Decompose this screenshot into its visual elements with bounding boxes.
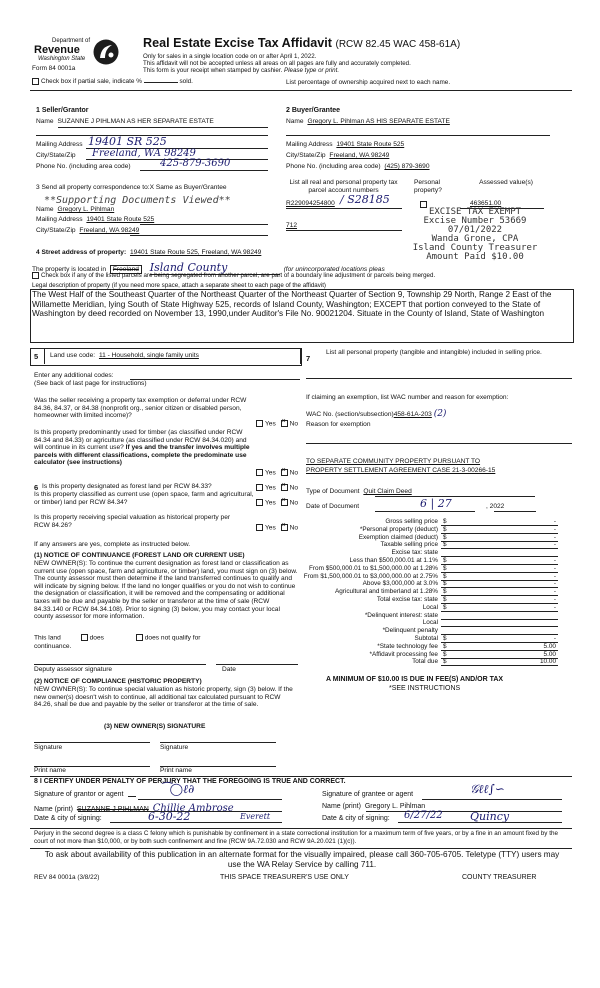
grantee-date-label: Date & city of signing: bbox=[322, 815, 390, 822]
tax-row-line bbox=[441, 603, 558, 604]
new-owner-print-2: Print name bbox=[160, 767, 192, 774]
no-label: No bbox=[289, 484, 299, 492]
dept-line3: Washington State bbox=[38, 56, 86, 62]
tax-row-line bbox=[441, 587, 558, 588]
tax-row-line bbox=[441, 634, 558, 635]
stamp-line-1: EXCISE TAX EXEMPT bbox=[428, 207, 522, 217]
wa-logo-icon bbox=[92, 38, 120, 66]
tax-row-value: 5.00 bbox=[543, 650, 556, 658]
q-timber-no[interactable] bbox=[281, 469, 288, 476]
treasurer-stamp bbox=[400, 208, 550, 262]
buyer-phone-row bbox=[286, 163, 430, 170]
tax-row-line bbox=[441, 665, 558, 666]
tax-row-label: Subtotal bbox=[414, 635, 438, 642]
tax-row-value: - bbox=[553, 518, 556, 525]
dept-line1: Department of bbox=[52, 38, 91, 44]
grantee-name-value: Gregory L. Pihlman bbox=[364, 803, 426, 810]
q-historic-answers bbox=[256, 524, 298, 531]
doc-date-hand: 6 | 27 bbox=[420, 497, 452, 510]
grantee-name-label: Name (print) bbox=[322, 803, 361, 810]
parcel-1-value: R229094254800 bbox=[286, 200, 335, 207]
q-timber-answers bbox=[256, 469, 298, 476]
tax-row-currency: $ bbox=[443, 580, 447, 588]
yes-label: Yes bbox=[265, 420, 276, 428]
tax-row-value: - bbox=[553, 596, 556, 603]
buyer-name-value: Gregory L. Pihlman AS HIS SEPARATE ESTATE bbox=[307, 118, 450, 125]
tax-row-value: - bbox=[553, 525, 556, 533]
tax-row-label: Less than $500,000.01 at 1.1% bbox=[349, 557, 438, 564]
personal-property-list-label: List all personal property (tangible and intangible) included in selling price. bbox=[326, 349, 542, 356]
grantor-signature-label: Signature of grantor or agent bbox=[34, 791, 124, 798]
new-owner-signature-2: Signature bbox=[160, 744, 189, 751]
parcels-label: List all real and personal property tax parcel account numbers bbox=[289, 179, 398, 194]
new-owner-print-1: Print name bbox=[34, 767, 66, 774]
subtitle-3-em: Please type or print. bbox=[284, 67, 340, 74]
tax-row-line bbox=[441, 525, 558, 526]
corr-city-label: City/State/Zip bbox=[36, 227, 76, 234]
no-label: No bbox=[289, 524, 299, 532]
wac-label: WAC No. (section/subsection) bbox=[306, 411, 394, 418]
tax-row-currency: $ bbox=[443, 635, 447, 642]
tax-row-line bbox=[441, 556, 558, 557]
buyer-phone-label: Phone No. (including area code) bbox=[286, 163, 381, 170]
segregated-row bbox=[32, 272, 435, 279]
notice2-title: (2) NOTICE OF COMPLIANCE (HISTORIC PROPERTY) bbox=[34, 678, 202, 685]
seller-mailing-label: Mailing Address bbox=[36, 141, 83, 148]
located-struck: Freeland bbox=[110, 265, 142, 274]
section7-number: 7 bbox=[306, 354, 311, 363]
street-value: 19401 State Route 525, Freeland, WA 98249 bbox=[129, 249, 262, 256]
street-label: 4 Street address of property: bbox=[36, 249, 127, 256]
subtitle-2: This affidavit will not be accepted unless all areas on all pages are fully and accurately completed. bbox=[143, 60, 411, 67]
tax-row-line bbox=[441, 650, 558, 651]
notice3-title: (3) NEW OWNER(S) SIGNATURE bbox=[104, 723, 206, 730]
new-owner-signature-1: Signature bbox=[34, 744, 63, 751]
grantee-date-hand: 6/27/22 bbox=[404, 810, 443, 821]
personal-property-label: Personal property? bbox=[414, 179, 442, 194]
tax-row-currency: $ bbox=[443, 650, 447, 658]
minimum-due-note: A MINIMUM OF $10.00 IS DUE IN FEE(S) AND/OR TAX bbox=[326, 676, 504, 683]
seller-name-value: SUZANNE J PIHLMAN AS HER SEPARATE ESTATE bbox=[57, 118, 214, 125]
q-exemption-yes[interactable] bbox=[256, 420, 263, 427]
tax-row-label: *State technology fee bbox=[377, 642, 438, 650]
correspondence-heading: 3 Send all property correspondence to:X Same as Buyer/Grantee bbox=[36, 184, 227, 191]
located-label: The property is located in bbox=[32, 266, 107, 273]
partial-sale-checkbox[interactable] bbox=[32, 78, 39, 85]
seller-phone-label: Phone No. (including area code) bbox=[36, 163, 131, 170]
tax-row-value: - bbox=[553, 572, 556, 580]
grantee-name-row bbox=[322, 803, 425, 810]
wac-value: 458-61A-203 bbox=[393, 411, 432, 418]
tax-row-currency: $ bbox=[443, 596, 447, 603]
tax-row-value: - bbox=[553, 580, 556, 588]
yes-label: Yes bbox=[265, 469, 276, 477]
parcel-2-value: 712 bbox=[286, 222, 298, 229]
tax-row-value: - bbox=[553, 564, 556, 572]
q-forest-no[interactable] bbox=[281, 484, 288, 491]
tax-row-label: *Delinquent penalty bbox=[382, 627, 438, 635]
tax-row-label: Taxable selling price bbox=[380, 541, 438, 549]
grantor-name-hand: Chillie Ambrose bbox=[152, 803, 234, 814]
buyer-city-row bbox=[286, 152, 389, 159]
grantor-city-hand: Everett bbox=[240, 812, 271, 821]
corr-name-label: Name bbox=[36, 206, 54, 213]
no-label: No bbox=[289, 420, 299, 428]
tax-row-currency: $ bbox=[443, 533, 447, 541]
partial-sale-label: Check box if partial sale, indicate % bbox=[41, 78, 142, 86]
q-exemption-no[interactable] bbox=[281, 420, 288, 427]
tax-row-line bbox=[441, 533, 558, 534]
corr-city-value: Freeland, WA 98249 bbox=[79, 227, 140, 234]
reason-label: Reason for exemption bbox=[306, 421, 371, 428]
dept-line2: Revenue bbox=[34, 44, 80, 56]
stamp-line-5: Island County Treasurer bbox=[412, 243, 538, 253]
subtitle-3 bbox=[143, 67, 339, 74]
doc-date-label: Date of Document bbox=[306, 503, 360, 510]
doc-type-row bbox=[306, 488, 412, 495]
notice2-body: NEW OWNER(S): To continue special valuation as historic property, sign (3) below. If the new owner(s) doesn't wish to continue, all additional tax calculated pursuant to RCW 84.26, shall be due and payable by the seller or transferor at the time of sale. bbox=[34, 686, 293, 709]
q-forest: Is this property designated as forest land per RCW 84.33? bbox=[42, 483, 212, 490]
exemption-label: If claiming an exemption, list WAC number and reason for exemption: bbox=[306, 394, 509, 401]
grantor-name-label: Name (print) bbox=[34, 806, 73, 813]
tax-row-currency: $ bbox=[443, 588, 447, 596]
buyer-city-value: Freeland, WA 98249 bbox=[329, 152, 390, 159]
rev-number: REV 84 0001a (3/8/22) bbox=[34, 874, 100, 881]
legal-label: Legal description of property (if you need more space, attach a separate sheet to each page of the affidavit) bbox=[32, 282, 326, 289]
q-current-use-no[interactable] bbox=[281, 499, 288, 506]
tax-row-label: Total due bbox=[412, 658, 438, 666]
tax-row-value: - bbox=[553, 541, 556, 549]
tax-row-label: Total excise tax: state bbox=[376, 596, 438, 603]
tax-row-line bbox=[441, 619, 558, 620]
deputy-date-label: Date bbox=[222, 666, 236, 673]
buyer-phone-value: (425) 879-3690 bbox=[384, 163, 430, 170]
reason-line-2: PROPERTY SETTLEMENT AGREEMENT CASE 21-3-00266-15 bbox=[306, 467, 496, 474]
corr-name-value: Gregory L. Pihlman bbox=[57, 206, 115, 213]
grantor-name-row bbox=[34, 803, 234, 814]
notice1-title: (1) NOTICE OF CONTINUANCE (FOREST LAND OR CURRENT USE) bbox=[34, 552, 245, 559]
alt-format-note: To ask about availability of this publication in an alternate format for the visually impaired, please call 360-705-6705. Teletype (TTY) users may use the WA Relay Service by calling 711. bbox=[44, 850, 560, 869]
no-label: No bbox=[289, 499, 299, 507]
grantee-signature-label: Signature of grantee or agent bbox=[322, 791, 414, 798]
seller-phone-value: 425-879-3690 bbox=[160, 158, 231, 169]
tax-row-line bbox=[441, 580, 558, 581]
tax-row-currency: $ bbox=[443, 642, 447, 650]
does-not-checkbox[interactable] bbox=[136, 634, 143, 641]
see-instructions: *SEE INSTRUCTIONS bbox=[389, 685, 461, 692]
subtitle-3-text: This form is your receipt when stamped by cashier. bbox=[143, 67, 283, 74]
segregated-label: Check box if any of the listed parcels are being segregated from another parcel, are part of a boundary line adjustment or parcels being merged. bbox=[41, 272, 436, 280]
tax-row-value: - bbox=[553, 603, 556, 611]
buyer-heading: 2 Buyer/Grantee bbox=[286, 107, 341, 114]
corr-city-row bbox=[36, 227, 139, 234]
buyer-name-label: Name bbox=[286, 118, 304, 125]
tax-row-currency: $ bbox=[443, 518, 447, 525]
county-treasurer-label: COUNTY TREASURER bbox=[462, 874, 537, 881]
tax-row-label: Exemption claimed (deduct) bbox=[358, 533, 438, 541]
q-historic-yes[interactable] bbox=[256, 524, 263, 531]
tax-row-label: Local bbox=[422, 619, 438, 627]
seller-city-label: City/State/Zip bbox=[36, 152, 76, 159]
does-checkbox[interactable] bbox=[81, 634, 88, 641]
this-land-label: This land bbox=[34, 634, 61, 642]
continuance-label: continuance. bbox=[34, 643, 72, 650]
grantee-city-hand: Quincy bbox=[470, 810, 510, 823]
tax-row-label: Local bbox=[422, 603, 438, 611]
seller-mailing-value: 19401 SR 525 bbox=[88, 135, 167, 148]
buyer-mailing-row bbox=[286, 141, 404, 148]
tax-row-value: 5.00 bbox=[543, 642, 556, 650]
q-forest-yes[interactable] bbox=[256, 484, 263, 491]
yes-label: Yes bbox=[265, 524, 276, 532]
q-exemption: Was the seller receiving a property tax exemption or deferral under RCW 84.36, 84.37, or 84.38 (nonprofit org., senior citizen or disabled person, homeowner with limited income)? bbox=[34, 397, 247, 420]
tax-row-line bbox=[441, 642, 558, 643]
land-use-row bbox=[50, 352, 199, 359]
additional-codes-label: Enter any additional codes: bbox=[34, 372, 114, 379]
does-label: does bbox=[89, 634, 104, 642]
tax-row-label: Agricultural and timberland at 1.28% bbox=[334, 588, 438, 596]
q-historic: Is this property receiving special valuation as historical property per RCW 84.26? bbox=[34, 514, 231, 529]
corr-mailing-label: Mailing Address bbox=[36, 216, 83, 223]
tax-row-label: Excise tax: state bbox=[391, 549, 438, 557]
stamp-line-3: 07/01/2022 bbox=[447, 225, 503, 235]
grantor-date-hand: 6-30-22 bbox=[148, 810, 191, 823]
corr-mailing-row bbox=[36, 216, 154, 223]
tax-row-value: - bbox=[553, 635, 556, 642]
assessed-value-label: Assessed value(s) bbox=[479, 179, 533, 186]
corr-name-row bbox=[36, 206, 114, 213]
tax-row-line bbox=[441, 564, 558, 565]
tax-row-line bbox=[441, 572, 558, 573]
perjury-note: Perjury in the second degree is a class C felony which is punishable by confinement in a state correctional institution for a maximum term of five years, or by a fine in an amount fixed by the court of not more than $10,000, or by both such confinement and fine (RCW 9A.72.030 and RCW 9A.20.021 (1)(c)). bbox=[34, 830, 558, 845]
q-historic-no[interactable] bbox=[281, 524, 288, 531]
doc-type-value: Quit Claim Deed bbox=[363, 488, 412, 495]
corr-mailing-value: 19401 State Route 525 bbox=[86, 216, 155, 223]
tax-row-label: *Affidavit processing fee bbox=[369, 650, 438, 658]
grantor-signature-mark: ⁀◯ℓ∂ bbox=[160, 782, 195, 796]
doc-type-label: Type of Document bbox=[306, 488, 360, 495]
continuance-row bbox=[34, 634, 200, 641]
stamp-line-2: Excise Number 53669 bbox=[423, 216, 527, 226]
located-hand: Island County bbox=[150, 261, 280, 275]
yes-label: Yes bbox=[265, 484, 276, 492]
tax-row-line bbox=[441, 548, 558, 549]
doc-year: , 2022 bbox=[486, 503, 505, 510]
buyer-mailing-value: 19401 State Route 525 bbox=[336, 141, 405, 148]
q-timber bbox=[34, 429, 254, 467]
tax-row-currency: $ bbox=[443, 603, 447, 611]
tax-row-currency: $ bbox=[443, 557, 447, 564]
tax-row-label: *Personal property (deduct) bbox=[359, 525, 438, 533]
tax-row-currency: $ bbox=[443, 541, 447, 549]
tax-row-currency: $ bbox=[443, 658, 447, 666]
stamp-line-4: Wanda Grone, CPA bbox=[431, 234, 519, 244]
unincorp-note: (for unincorporated locations pleas bbox=[283, 266, 385, 273]
assessed-1-value: 463651.00 bbox=[470, 200, 502, 207]
ownership-note: List percentage of ownership acquired next to each name. bbox=[286, 79, 451, 86]
title-ref: (RCW 82.45 WAC 458-61A) bbox=[335, 39, 461, 50]
seller-name-row bbox=[36, 118, 214, 125]
tax-row-currency: $ bbox=[443, 564, 447, 572]
q-current-use-answers bbox=[256, 499, 298, 506]
tax-row-value: - bbox=[553, 557, 556, 564]
tax-row-value: - bbox=[553, 533, 556, 541]
tax-row-label: Gross selling price bbox=[385, 518, 438, 525]
q-exemption-answers bbox=[256, 420, 298, 427]
title-text: Real Estate Excise Tax Affidavit bbox=[143, 36, 332, 50]
street-row bbox=[36, 249, 261, 256]
tax-row-currency: $ bbox=[443, 572, 447, 580]
tax-row-line bbox=[441, 611, 558, 612]
subtitle-1: Only for sales in a single location code on or after April 1, 2022. bbox=[143, 53, 317, 60]
tax-row-line bbox=[441, 626, 558, 627]
treasurer-use-label: THIS SPACE TREASURER'S USE ONLY bbox=[220, 874, 349, 881]
grantor-name-struck: SUZANNE J PIHLMAN bbox=[76, 806, 149, 813]
q-timber-yes[interactable] bbox=[256, 469, 263, 476]
buyer-city-label: City/State/Zip bbox=[286, 152, 326, 159]
seller-name-label: Name bbox=[36, 118, 54, 125]
grantor-date-label: Date & city of signing: bbox=[34, 815, 102, 822]
land-use-value: 11 - Household, single family units bbox=[98, 352, 199, 359]
does-not-label: does not qualify for bbox=[144, 634, 201, 642]
tax-row-value: 10.00 bbox=[540, 658, 556, 666]
certify-heading: 8 I CERTIFY UNDER PENALTY OF PERJURY THAT THE FOREGOING IS TRUE AND CORRECT. bbox=[34, 778, 346, 785]
q-current-use-yes[interactable] bbox=[256, 499, 263, 506]
q-timber-bold: If yes and the transfer involves multiple parcels with different classifications, complete the predominate use calculator (see instructions) bbox=[34, 444, 250, 467]
if-yes-note: If any answers are yes, complete as instructed below. bbox=[34, 541, 191, 548]
sold-label: sold. bbox=[179, 78, 193, 86]
form-title bbox=[143, 36, 460, 50]
legal-description: The West Half of the Southeast Quarter of the Northeast Quarter of the Northeast Quarter of Section 9, Township 29 North, Range 2 East of the Willamette Meridian, lying South of State Highway 525, records of Island County, Washington; EXCEPT that portion conveyed to the State of Washington by deed recorded on November 13, 1990,under Auditor's File No. 90021204. Situate in the County of Island, State of Washington bbox=[32, 290, 552, 319]
tax-row-line bbox=[441, 595, 558, 596]
parcel-1-hand: / S28185 bbox=[340, 193, 390, 206]
tax-row-value: - bbox=[553, 588, 556, 596]
partial-sale-row bbox=[32, 78, 193, 85]
deputy-signature-label: Deputy assessor signature bbox=[34, 666, 113, 673]
yes-label: Yes bbox=[265, 499, 276, 507]
notice1-body: NEW OWNER(S): To continue the current designation as forest land or classification as current use (open space, farm and agriculture, or timber) land, you must sign on (3) below. The county assessor must then determine if the land transferred continues to qualify and will indicate by signing below. If the land no longer qualifies or you do not wish to continue the designation or classification, it will be removed and the compensating or additional taxes will be due and payable by the seller or transferor at the time of sale (RCW 84.33.140 or RCW 84.34.108). Prior to signing (3) below, you may contact your local county assessor for more information. bbox=[34, 560, 298, 621]
buyer-mailing-label: Mailing Address bbox=[286, 141, 333, 148]
reason-line-1: TO SEPARATE COMMUNITY PROPERTY PURSUANT TO bbox=[306, 458, 481, 465]
buyer-name-row bbox=[286, 118, 450, 125]
tax-row-label: *Delinquent interest: state bbox=[364, 611, 438, 619]
tax-row-label: From $500,000.01 to $1,500,000.00 at 1.28% bbox=[309, 564, 438, 572]
tax-row-currency: $ bbox=[443, 525, 447, 533]
additional-codes-note: (See back of last page for instructions) bbox=[34, 380, 147, 387]
section5-number: 5 bbox=[34, 352, 39, 361]
seller-heading: 1 Seller/Grantor bbox=[36, 107, 89, 114]
wac-row bbox=[306, 409, 446, 419]
form-number: Form 84 0001a bbox=[32, 65, 76, 72]
wac-hand: (2) bbox=[433, 409, 447, 419]
tax-row-label: From $1,500,000.01 to $3,000,000.00 at 2.75% bbox=[303, 572, 438, 580]
q-timber-text: Is this property predominantly used for timber (as classified under RCW 84.34 and 84.33) or agriculture (as classified under RCW 84.34.020) and will continue in its current use? bbox=[34, 429, 247, 452]
seller-city-value: Freeland, WA 98249 bbox=[92, 148, 196, 159]
q-forest-answers bbox=[256, 484, 298, 491]
supporting-docs-stamp: **Supporting Documents Viewed** bbox=[44, 195, 231, 206]
tax-row-line bbox=[441, 541, 558, 542]
no-label: No bbox=[289, 469, 299, 477]
grantee-signature-mark: 𝒢ℓℓ∫∽ bbox=[470, 782, 505, 796]
stamp-line-6: Amount Paid $10.00 bbox=[426, 252, 524, 262]
land-use-label: Land use code: bbox=[50, 352, 96, 359]
section6-number: 6 bbox=[34, 483, 39, 492]
q-current-use: Is this property classified as current use (open space, farm and agricultural, or timber) land per RCW 84.34? bbox=[34, 491, 254, 506]
segregated-checkbox[interactable] bbox=[32, 272, 39, 279]
tax-row-label: Above $3,000,000 at 3.0% bbox=[362, 580, 438, 588]
